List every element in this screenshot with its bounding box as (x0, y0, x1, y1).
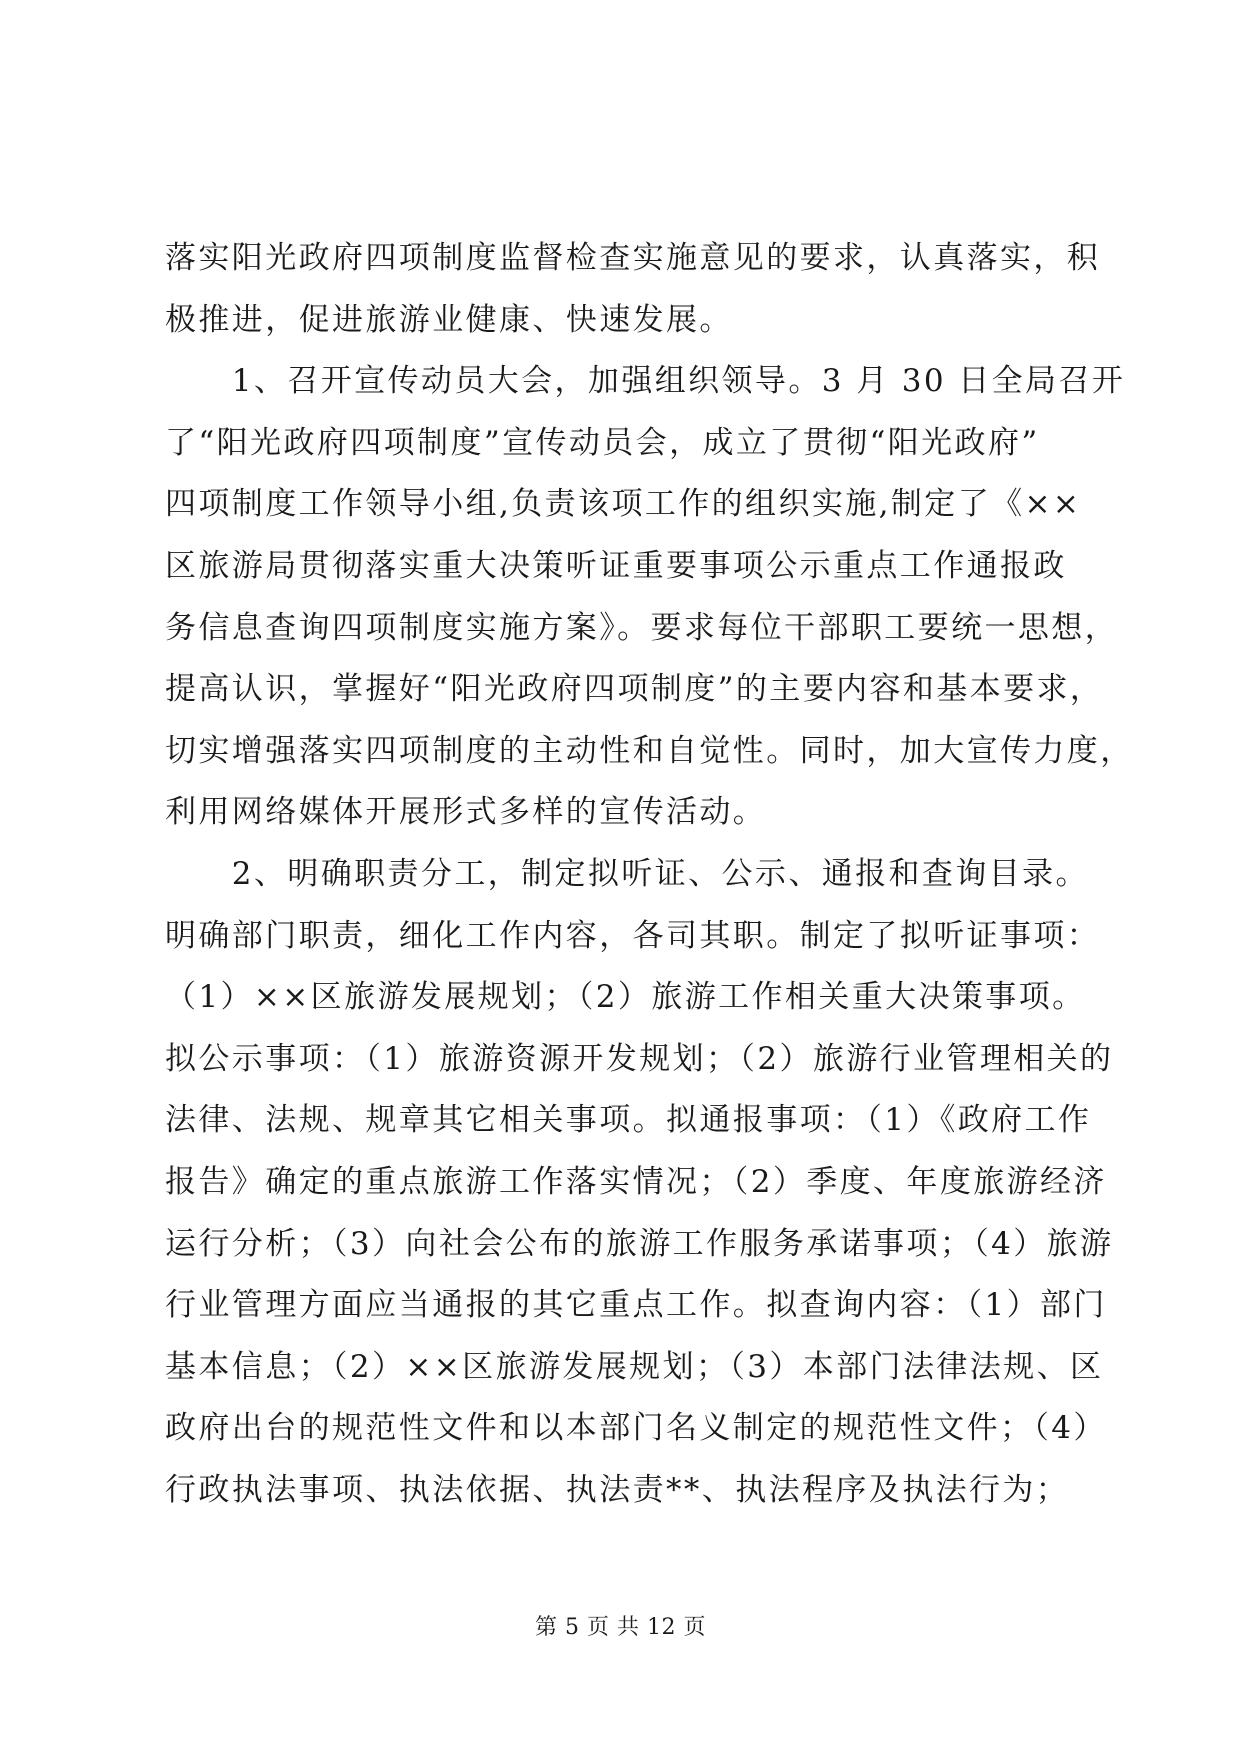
page-number-footer: 第 5 页 共 12 页 (535, 1615, 706, 1640)
text-line: 利用网络媒体开展形式多样的宣传活动。 (165, 794, 767, 831)
body-text (165, 228, 1134, 1521)
text-line: 行业管理方面应当通报的其它重点工作。拟查询内容：（1）部门 (165, 1287, 1107, 1324)
text-line: 落实阳光政府四项制度监督检查实施意见的要求，认真落实，积 (165, 240, 1101, 276)
text-line: 拟公示事项：（1）旅游资源开发规划；（2）旅游行业管理相关的 (165, 1040, 1114, 1077)
text-line: 法律、法规、规章其它相关事项。拟通报事项：（1）《政府工作 (165, 1102, 1092, 1139)
text-line: 1、召开宣传动员大会，加强组织领导。3 月 30 日全局召开 (165, 363, 1126, 400)
text-line: 报告》确定的重点旅游工作落实情况；（2）季度、年度旅游经济 (165, 1163, 1107, 1200)
text-line: 明确部门职责，细化工作内容，各司其职。制定了拟听证事项： (165, 917, 1101, 954)
text-line: 切实增强落实四项制度的主动性和自觉性。同时，加大宣传力度， (165, 732, 1134, 769)
text-line: 了“阳光政府四项制度”宣传动员会，成立了贯彻“阳光政府” (165, 424, 1040, 461)
text-line: 政府出台的规范性文件和以本部门名义制定的规范性文件；（4） (165, 1410, 1107, 1447)
text-line: 提高认识，掌握好“阳光政府四项制度”的主要内容和基本要求， (165, 671, 1104, 708)
text-line: 基本信息；（2）××区旅游发展规划；（3）本部门法律法规、区 (165, 1348, 1104, 1385)
text-line: 2、明确职责分工，制定拟听证、公示、通报和查询目录。 (165, 855, 1089, 892)
text-line: 四项制度工作领导小组,负责该项工作的组织实施,制定了《×× (165, 486, 1082, 523)
text-line: 务信息查询四项制度实施方案》。要求每位干部职工要统一思想， (165, 609, 1119, 646)
text-line: （1）××区旅游发展规划；（2）旅游工作相关重大决策事项。 (165, 979, 1086, 1016)
text-line: 极推进，促进旅游业健康、快速发展。 (165, 301, 733, 338)
text-line: 运行分析；（3）向社会公布的旅游工作服务承诺事项；（4）旅游 (165, 1225, 1114, 1262)
text-line: 行政执法事项、执法依据、执法责**、执法程序及执法行为； (165, 1471, 1070, 1508)
text-line: 区旅游局贯彻落实重大决策听证重要事项公示重点工作通报政 (165, 547, 1067, 584)
